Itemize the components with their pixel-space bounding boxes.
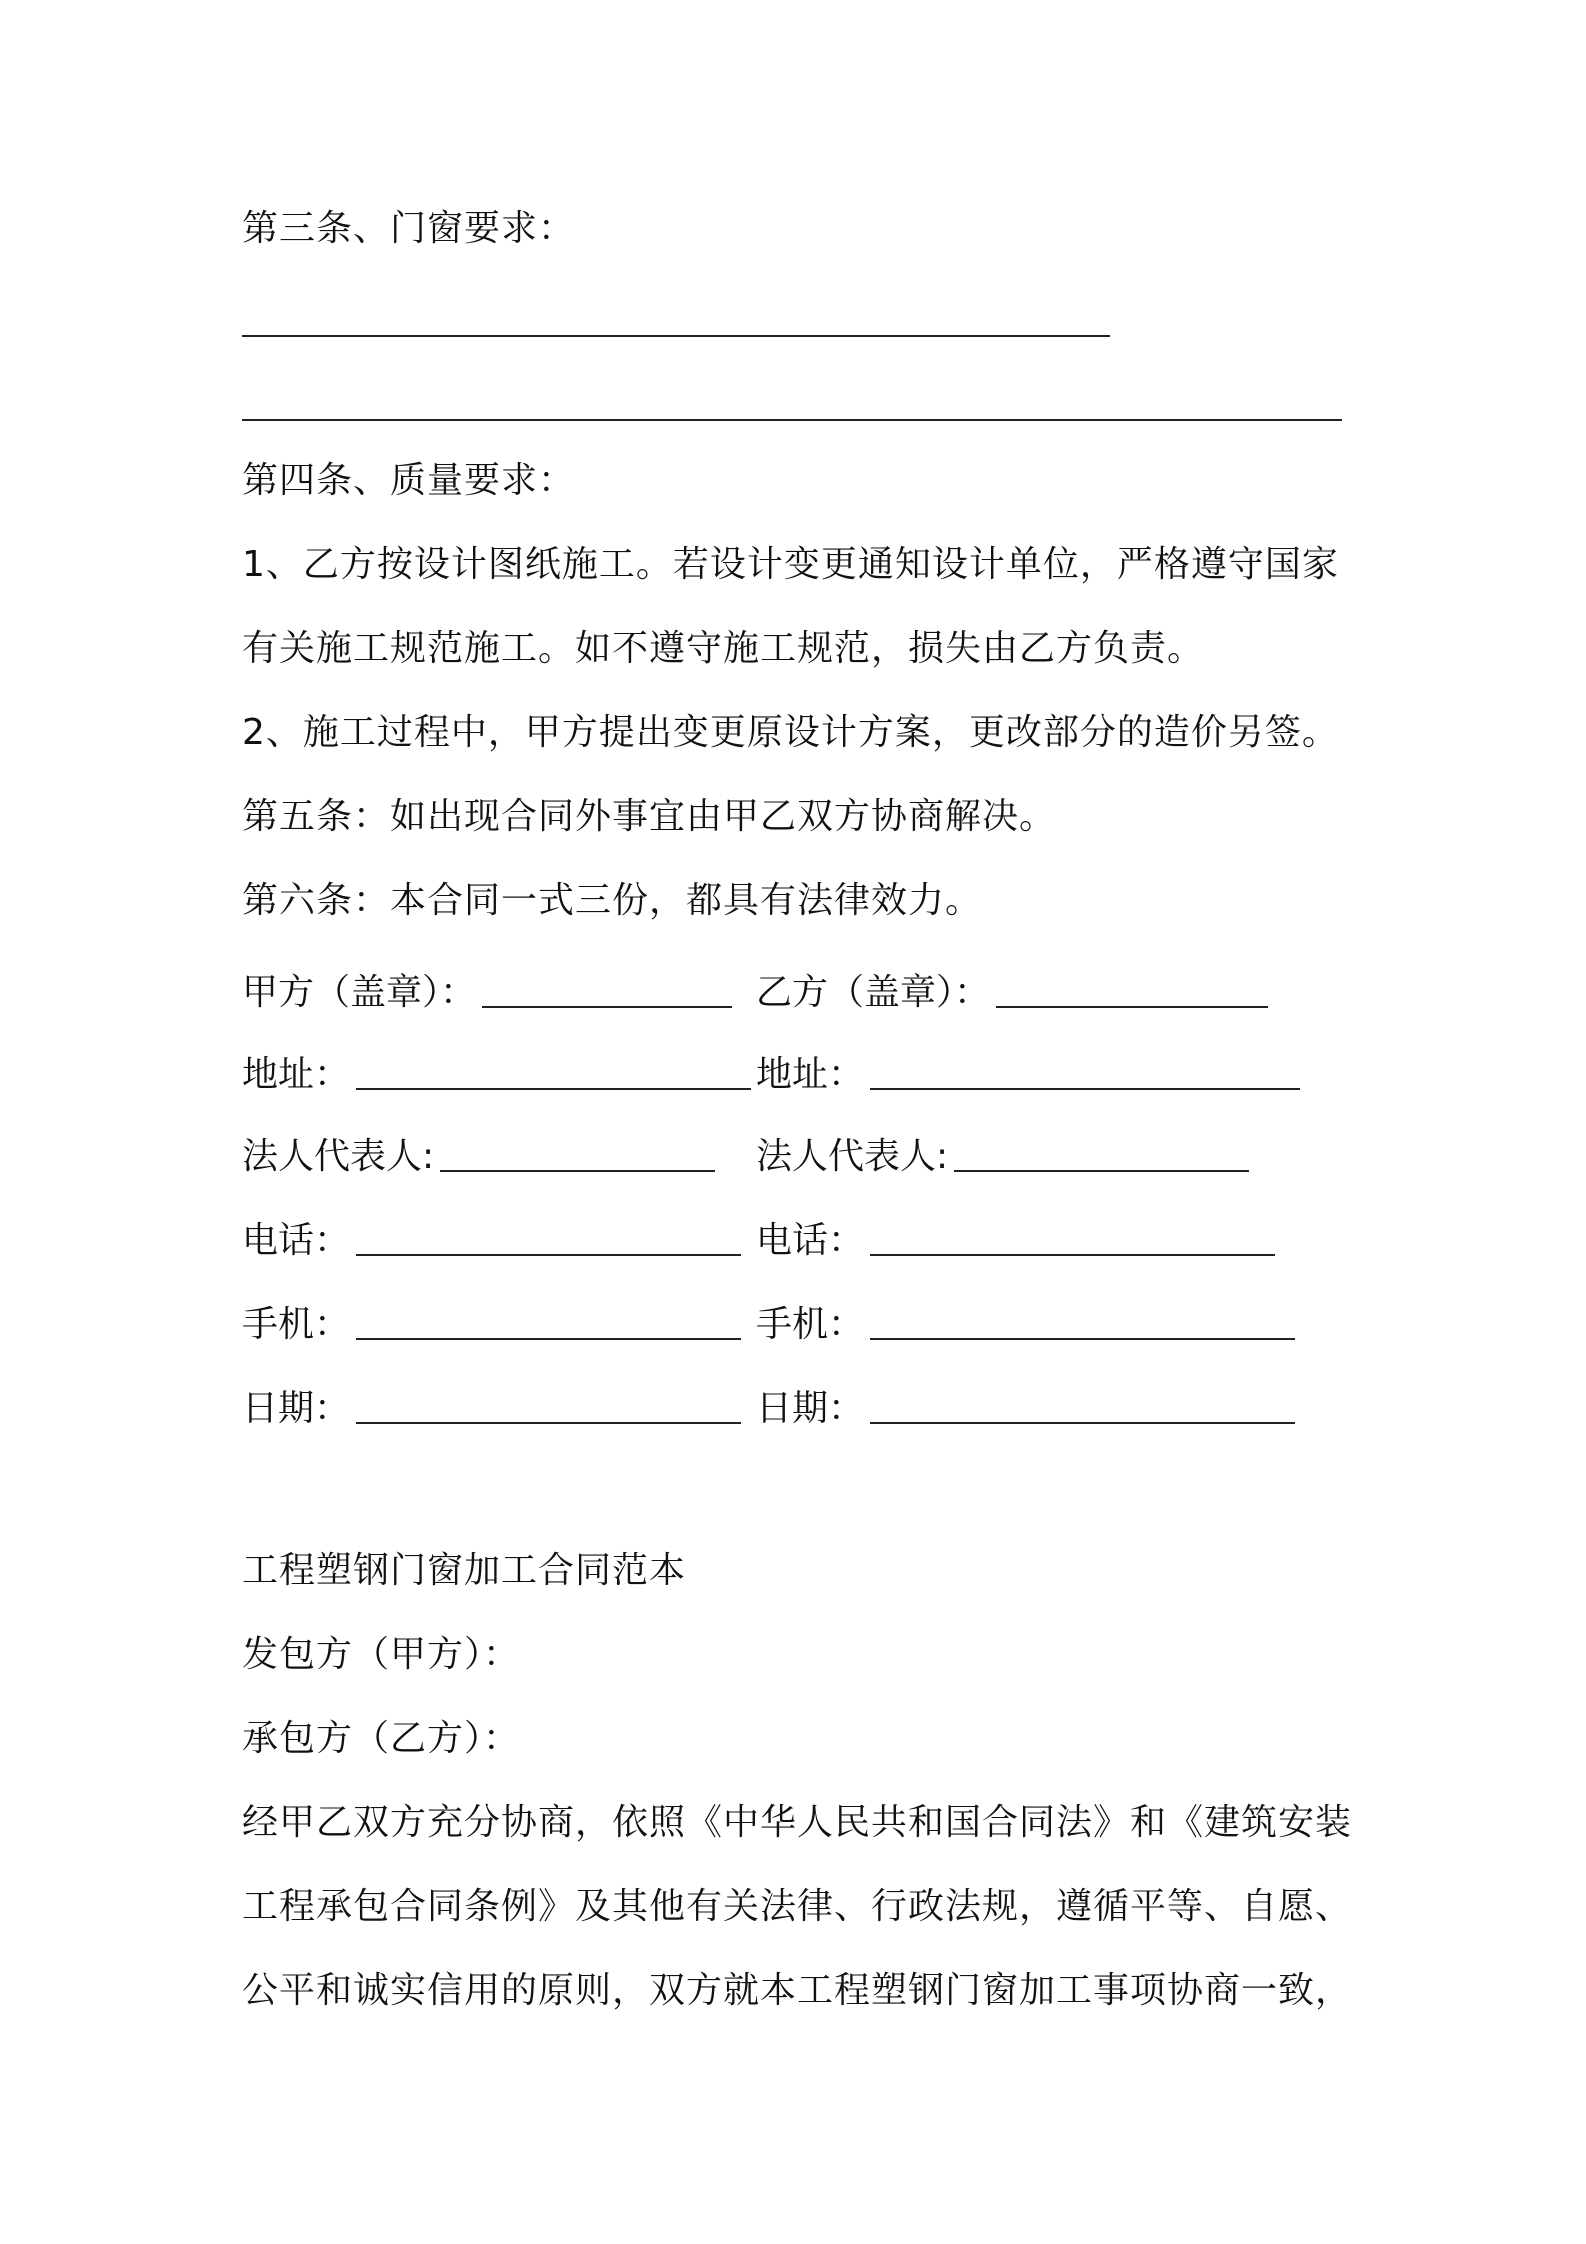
requirement-blank-line-2 — [242, 419, 1342, 421]
party-a-seal-field — [242, 970, 732, 1016]
party-b-phone-blank — [870, 1254, 1275, 1256]
preamble-line-2: 工程承包合同条例》及其他有关法律、行政法规，遵循平等、自愿、 — [242, 1886, 1353, 1927]
party-b-date-label: 日期： — [756, 1388, 865, 1429]
party-a-address-label: 地址： — [242, 1054, 351, 1095]
party-a-address-field — [242, 1052, 751, 1098]
preamble-line-1: 经甲乙双方充分协商，依照《中华人民共和国合同法》和《建筑安装 — [242, 1802, 1353, 1843]
party-a-address-blank — [356, 1088, 751, 1090]
party-a-phone-blank — [356, 1254, 741, 1256]
party-a-phone-label: 电话： — [242, 1220, 351, 1261]
party-b-legal-rep-blank — [954, 1170, 1249, 1172]
party-b-seal-label: 乙方（盖章）： — [756, 972, 991, 1013]
article-4-item-2: 2、施工过程中，甲方提出变更原设计方案，更改部分的造价另签。 — [242, 712, 1339, 753]
party-b-date-field — [756, 1386, 1295, 1432]
party-b-mobile-blank — [870, 1338, 1295, 1340]
article-3-heading: 第三条、门窗要求： — [242, 208, 576, 249]
party-a-date-field — [242, 1386, 741, 1432]
party-b-mobile-field — [756, 1302, 1295, 1348]
requirement-blank-line-1 — [242, 335, 1110, 337]
party-a-seal-label: 甲方（盖章）： — [242, 972, 477, 1013]
article-4-item-1-line-1: 1、乙方按设计图纸施工。若设计变更通知设计单位，严格遵守国家 — [242, 544, 1339, 585]
party-a-mobile-label: 手机： — [242, 1304, 351, 1345]
party-a-legal-rep-label: 法人代表人: — [242, 1136, 435, 1177]
second-contract-title: 工程塑钢门窗加工合同范本 — [242, 1550, 687, 1591]
party-a-date-label: 日期： — [242, 1388, 351, 1429]
article-4-item-1-line-2: 有关施工规范施工。如不遵守施工规范，损失由乙方负责。 — [242, 628, 1205, 669]
party-b-legal-rep-field — [756, 1134, 1249, 1180]
preamble-line-3: 公平和诚实信用的原则，双方就本工程塑钢门窗加工事项协商一致， — [242, 1970, 1353, 2011]
party-b-date-blank — [870, 1422, 1295, 1424]
article-4-heading: 第四条、质量要求： — [242, 460, 576, 501]
party-b-seal-blank — [996, 1006, 1268, 1008]
party-b-seal-field — [756, 970, 1268, 1016]
article-5: 第五条：如出现合同外事宜由甲乙双方协商解决。 — [242, 796, 1057, 837]
party-b-address-blank — [870, 1088, 1300, 1090]
party-b-mobile-label: 手机： — [756, 1304, 865, 1345]
employer-party-a: 发包方（甲方）： — [242, 1634, 521, 1675]
article-6: 第六条：本合同一式三份，都具有法律效力。 — [242, 880, 983, 921]
party-b-legal-rep-label: 法人代表人: — [756, 1136, 949, 1177]
party-a-mobile-field — [242, 1302, 741, 1348]
party-a-seal-blank — [482, 1006, 732, 1008]
party-a-legal-rep-blank — [440, 1170, 715, 1172]
party-a-legal-rep-field — [242, 1134, 715, 1180]
party-a-mobile-blank — [356, 1338, 741, 1340]
party-b-phone-label: 电话： — [756, 1220, 865, 1261]
party-a-phone-field — [242, 1218, 741, 1264]
party-b-address-label: 地址： — [756, 1054, 865, 1095]
party-a-date-blank — [356, 1422, 741, 1424]
party-b-address-field — [756, 1052, 1300, 1098]
party-b-phone-field — [756, 1218, 1275, 1264]
contractor-party-b: 承包方（乙方）： — [242, 1718, 521, 1759]
